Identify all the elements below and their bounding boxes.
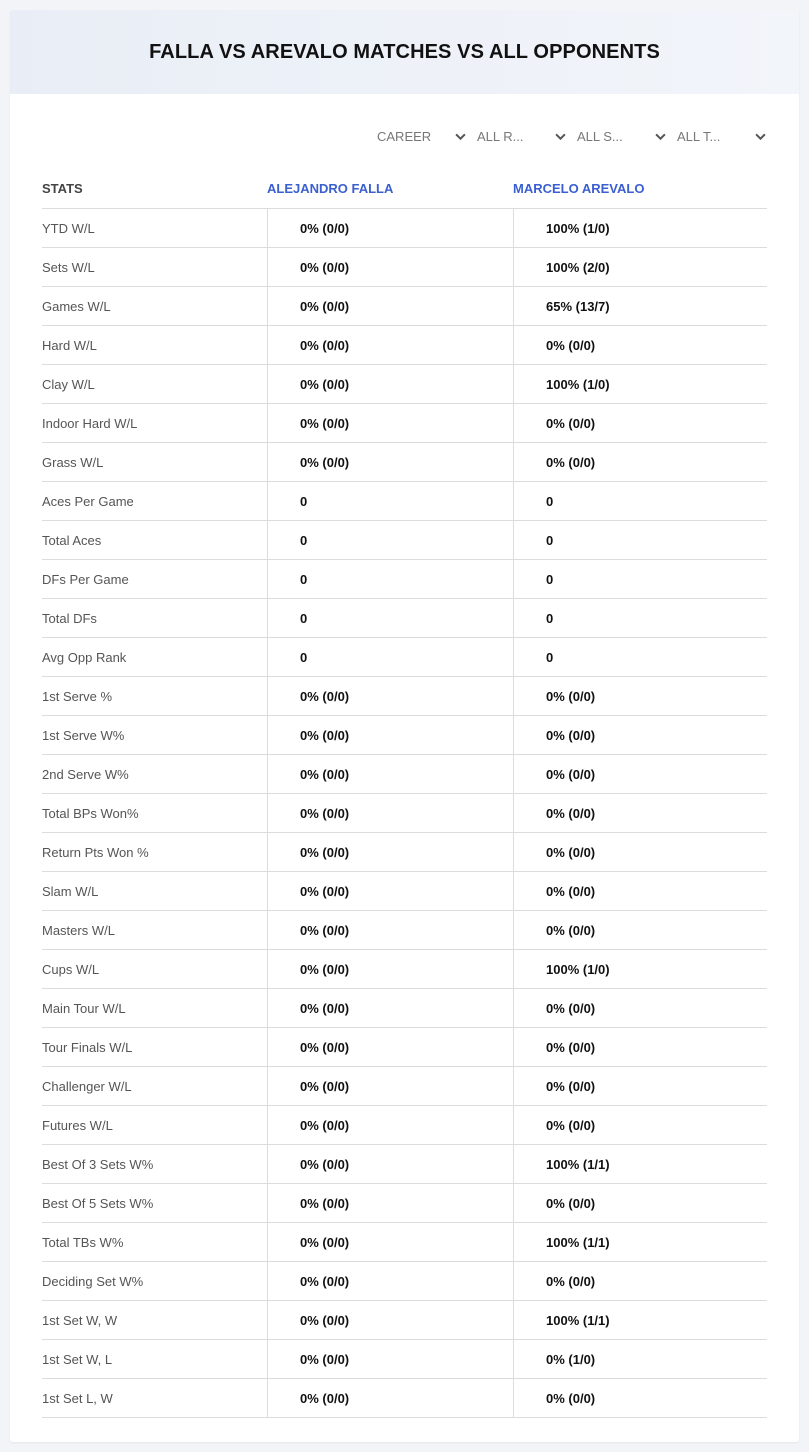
player1-value: 0% (0/0)	[267, 1223, 513, 1261]
player2-value: 0	[513, 638, 767, 676]
player1-value: 0	[267, 638, 513, 676]
table-row	[42, 716, 767, 755]
player2-value: 0% (0/0)	[513, 1067, 767, 1105]
stat-label: Return Pts Won %	[42, 844, 149, 860]
page-title: FALLA VS AREVALO MATCHES VS ALL OPPONENTS	[149, 40, 660, 63]
filter-bar	[377, 126, 767, 146]
stat-label: Challenger W/L	[42, 1078, 132, 1094]
table-row	[42, 638, 767, 677]
table-row	[42, 404, 767, 443]
stat-label: Clay W/L	[42, 376, 95, 392]
stat-label: 1st Set W, W	[42, 1312, 118, 1328]
player1-value: 0% (0/0)	[267, 833, 513, 871]
player2-value: 0% (0/0)	[513, 1262, 767, 1300]
table-row	[42, 1028, 767, 1067]
stat-label: Total BPs Won%	[42, 805, 139, 821]
player1-value: 0% (0/0)	[267, 404, 513, 442]
stat-label: Aces Per Game	[42, 493, 134, 509]
table-row	[42, 365, 767, 404]
table-row	[42, 833, 767, 872]
player2-value: 0% (1/0)	[513, 1340, 767, 1378]
filter-rounds-select[interactable]	[477, 126, 567, 146]
stat-label: 1st Serve %	[42, 688, 113, 704]
table-row	[42, 1106, 767, 1145]
stat-label: Deciding Set W%	[42, 1273, 144, 1289]
player1-value: 0% (0/0)	[267, 365, 513, 403]
filter-label: ALL S...	[577, 128, 623, 144]
table-row	[42, 989, 767, 1028]
player2-value: 65% (13/7)	[513, 287, 767, 325]
stat-label: DFs Per Game	[42, 571, 129, 587]
table-row	[42, 326, 767, 365]
filter-label: ALL T...	[677, 128, 721, 144]
player2-value: 100% (1/1)	[513, 1301, 767, 1339]
player2-value: 0	[513, 482, 767, 520]
stat-label: Cups W/L	[42, 961, 100, 977]
player1-value: 0	[267, 482, 513, 520]
table-row	[42, 911, 767, 950]
player1-value: 0% (0/0)	[267, 716, 513, 754]
table-row	[42, 1262, 767, 1301]
table-row	[42, 1223, 767, 1262]
player1-value: 0% (0/0)	[267, 1340, 513, 1378]
stat-label: 2nd Serve W%	[42, 766, 129, 782]
table-row	[42, 1301, 767, 1340]
card-header	[10, 10, 799, 94]
player1-value: 0	[267, 521, 513, 559]
player1-value: 0% (0/0)	[267, 1106, 513, 1144]
stat-label: Sets W/L	[42, 259, 95, 275]
player2-value: 0	[513, 560, 767, 598]
stat-label: YTD W/L	[42, 220, 95, 236]
player1-value: 0% (0/0)	[267, 1184, 513, 1222]
stat-label: 1st Serve W%	[42, 727, 125, 743]
player1-value: 0% (0/0)	[267, 326, 513, 364]
player2-value: 0% (0/0)	[513, 911, 767, 949]
table-row	[42, 1379, 767, 1418]
player1-value: 0% (0/0)	[267, 1145, 513, 1183]
stat-label: Games W/L	[42, 298, 111, 314]
stat-label: Masters W/L	[42, 922, 115, 938]
table-row	[42, 1340, 767, 1379]
stat-label: 1st Set W, L	[42, 1351, 113, 1367]
player2-value: 100% (2/0)	[513, 248, 767, 286]
player1-value: 0% (0/0)	[267, 950, 513, 988]
chevron-down-icon	[453, 129, 467, 143]
player2-value: 0% (0/0)	[513, 716, 767, 754]
player1-value: 0% (0/0)	[267, 794, 513, 832]
stat-label: Slam W/L	[42, 883, 99, 899]
table-row	[42, 248, 767, 287]
player2-value: 0% (0/0)	[513, 326, 767, 364]
chevron-down-icon	[653, 129, 667, 143]
player1-value: 0% (0/0)	[267, 1262, 513, 1300]
stat-label: Total DFs	[42, 610, 97, 626]
column-header-stats: STATS	[42, 180, 83, 196]
stat-label: Total TBs W%	[42, 1234, 124, 1250]
filter-career-select[interactable]	[377, 126, 467, 146]
filter-label: ALL R...	[477, 128, 524, 144]
player2-value: 100% (1/0)	[513, 365, 767, 403]
stats-card	[10, 10, 799, 1442]
player2-value: 0% (0/0)	[513, 989, 767, 1027]
stat-label: Best Of 5 Sets W%	[42, 1195, 154, 1211]
player1-value: 0% (0/0)	[267, 1301, 513, 1339]
stat-label: Total Aces	[42, 532, 102, 548]
stat-label: Tour Finals W/L	[42, 1039, 133, 1055]
stat-label: Best Of 3 Sets W%	[42, 1156, 154, 1172]
stat-label: 1st Set L, W	[42, 1390, 113, 1406]
stat-label: Main Tour W/L	[42, 1000, 126, 1016]
player2-value: 0% (0/0)	[513, 443, 767, 481]
table-row	[42, 482, 767, 521]
player1-value: 0% (0/0)	[267, 1067, 513, 1105]
player2-value: 100% (1/1)	[513, 1223, 767, 1261]
player2-value: 0% (0/0)	[513, 677, 767, 715]
player2-value: 0% (0/0)	[513, 794, 767, 832]
table-row	[42, 287, 767, 326]
stat-label: Futures W/L	[42, 1117, 113, 1133]
table-body	[42, 209, 767, 1418]
player2-value: 0% (0/0)	[513, 1379, 767, 1417]
table-row	[42, 209, 767, 248]
table-row	[42, 443, 767, 482]
table-row	[42, 950, 767, 989]
table-row	[42, 755, 767, 794]
player1-value: 0% (0/0)	[267, 989, 513, 1027]
player1-value: 0% (0/0)	[267, 755, 513, 793]
player2-value: 0% (0/0)	[513, 872, 767, 910]
chevron-down-icon	[753, 129, 767, 143]
column-header-player1[interactable]: ALEJANDRO FALLA	[267, 180, 394, 196]
player1-value: 0% (0/0)	[267, 287, 513, 325]
table-row	[42, 1067, 767, 1106]
table-row	[42, 677, 767, 716]
player2-value: 100% (1/0)	[513, 209, 767, 247]
table-row	[42, 1184, 767, 1223]
table-header	[42, 168, 767, 209]
player1-value: 0% (0/0)	[267, 209, 513, 247]
player1-value: 0% (0/0)	[267, 872, 513, 910]
player1-value: 0	[267, 599, 513, 637]
player2-value: 0% (0/0)	[513, 1106, 767, 1144]
stat-label: Grass W/L	[42, 454, 104, 470]
table-row	[42, 560, 767, 599]
filter-label: CAREER	[377, 128, 432, 144]
table-row	[42, 1145, 767, 1184]
player2-value: 0% (0/0)	[513, 404, 767, 442]
player2-value: 0	[513, 599, 767, 637]
table-row	[42, 599, 767, 638]
table-row	[42, 521, 767, 560]
chevron-down-icon	[553, 129, 567, 143]
column-header-player2[interactable]: MARCELO AREVALO	[513, 180, 645, 196]
player1-value: 0% (0/0)	[267, 443, 513, 481]
player2-value: 100% (1/1)	[513, 1145, 767, 1183]
table-row	[42, 794, 767, 833]
player1-value: 0% (0/0)	[267, 1379, 513, 1417]
player2-value: 100% (1/0)	[513, 950, 767, 988]
player2-value: 0% (0/0)	[513, 1184, 767, 1222]
player2-value: 0% (0/0)	[513, 833, 767, 871]
filter-tournaments-select[interactable]	[677, 126, 767, 146]
player2-value: 0% (0/0)	[513, 1028, 767, 1066]
player1-value: 0% (0/0)	[267, 677, 513, 715]
player1-value: 0% (0/0)	[267, 911, 513, 949]
player1-value: 0% (0/0)	[267, 1028, 513, 1066]
stat-label: Hard W/L	[42, 337, 97, 353]
table-row	[42, 872, 767, 911]
player2-value: 0% (0/0)	[513, 755, 767, 793]
player1-value: 0	[267, 560, 513, 598]
stats-table	[42, 168, 767, 1418]
stat-label: Indoor Hard W/L	[42, 415, 138, 431]
player2-value: 0	[513, 521, 767, 559]
filter-surfaces-select[interactable]	[577, 126, 667, 146]
stat-label: Avg Opp Rank	[42, 649, 127, 665]
player1-value: 0% (0/0)	[267, 248, 513, 286]
